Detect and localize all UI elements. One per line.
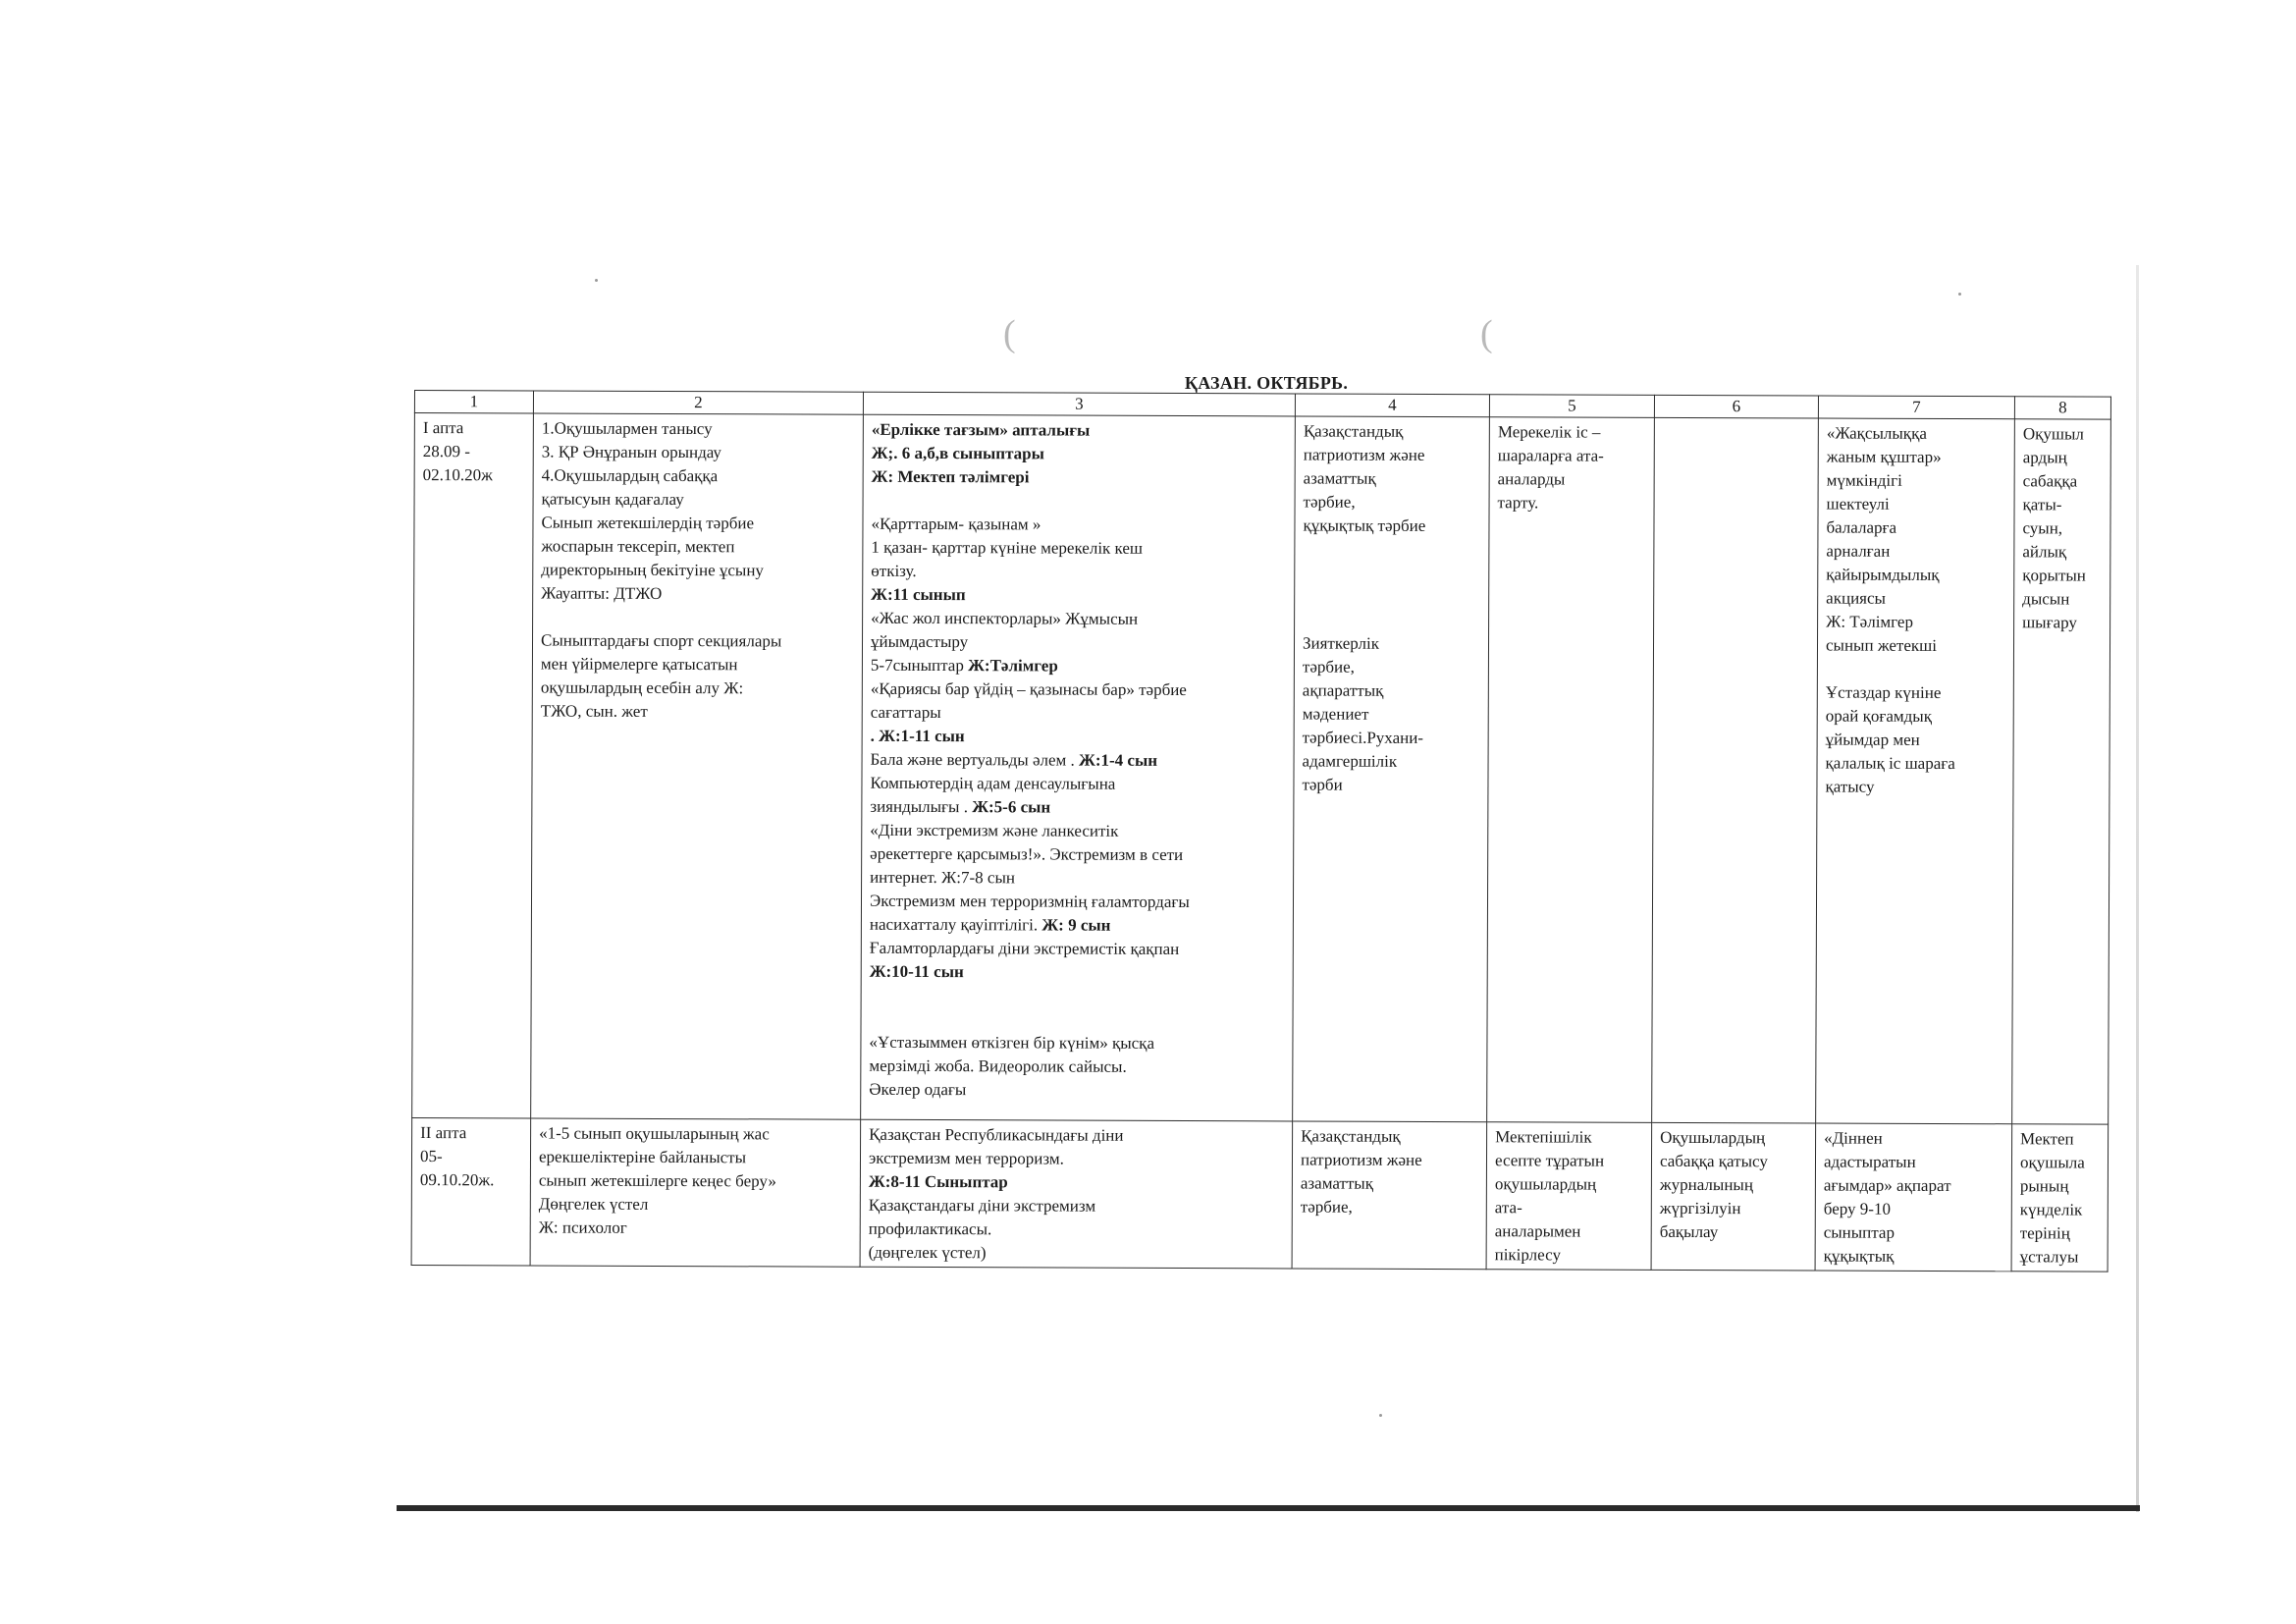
cell-line bbox=[871, 654, 1287, 679]
cell-line: 3. ҚР Әнұранын орындау bbox=[541, 442, 721, 462]
cell-line: Жауапты: ДТЖО bbox=[541, 583, 663, 603]
cell-line: тәрбие, bbox=[1302, 657, 1355, 677]
cell-line: ұйымдастыру bbox=[870, 631, 969, 652]
cell-line: Зияткерлік bbox=[1302, 633, 1380, 653]
cell-line: Қазақстандық bbox=[1303, 421, 1404, 441]
cell-line: Қазақстан Республикасындағы діни bbox=[869, 1124, 1124, 1145]
cell-line: қалалық іс шараға bbox=[1825, 753, 1955, 774]
cell-text-bold: Ж:Тәлімгер bbox=[968, 656, 1058, 676]
cell-line: жаным құштар» bbox=[1826, 447, 1942, 466]
period-text: 09.10.20ж. bbox=[419, 1170, 495, 1190]
cell-line: «Діннен bbox=[1824, 1128, 1883, 1148]
cell-line: қайырымдылық bbox=[1826, 565, 1940, 584]
cell-line: ақпараттық bbox=[1302, 680, 1384, 700]
column-header: 5 bbox=[1489, 395, 1654, 418]
cell-line: тәрбие, bbox=[1300, 1197, 1353, 1217]
cell-line: Қазақстандағы діни экстремизм bbox=[868, 1195, 1096, 1216]
week1-col8-cell bbox=[2012, 419, 2111, 1124]
cell-line: патриотизм және bbox=[1303, 445, 1425, 464]
week2-col6-cell bbox=[1651, 1122, 1816, 1271]
cell-line: журналының bbox=[1659, 1174, 1753, 1195]
cell-line: ардың bbox=[2022, 448, 2067, 467]
cell-line: азаматтық bbox=[1300, 1173, 1374, 1193]
document-title: ҚАЗАН. ОКТЯБРЬ. bbox=[1184, 373, 1349, 393]
cell-line: Ж: Мектеп тәлімгері bbox=[871, 466, 1030, 487]
cell-line: Мектеп bbox=[2020, 1129, 2074, 1149]
cell-line: тәрби bbox=[1302, 775, 1343, 794]
cell-text-bold: Ж: 9 сын bbox=[1041, 915, 1111, 935]
period-text: 05- bbox=[419, 1147, 443, 1166]
cell-line: жоспарын тексеріп, мектеп bbox=[541, 536, 735, 557]
table-row-week2 bbox=[411, 1117, 2109, 1272]
cell-line: бақылау bbox=[1659, 1221, 1719, 1242]
cell-text: насихатталу қауіптілігі. bbox=[869, 914, 1042, 935]
column-header: 8 bbox=[2014, 397, 2110, 419]
cell-text: 5-7сыныптар bbox=[870, 655, 969, 676]
cell-line: азаматтық bbox=[1303, 468, 1376, 488]
cell-line: тарту. bbox=[1497, 493, 1539, 513]
cell-line: акциясы bbox=[1826, 588, 1887, 608]
scan-edge-bottom bbox=[397, 1505, 2140, 1511]
cell-line: Ж: Тәлімгер bbox=[1826, 612, 1914, 631]
cell-line: құқықтық bbox=[1823, 1246, 1895, 1266]
cell-line: 1.Оқушылармен танысу bbox=[541, 418, 713, 439]
column-header: 1 bbox=[414, 391, 533, 413]
week1-col2-cell bbox=[531, 413, 864, 1119]
cell-line: қаты- bbox=[2022, 495, 2062, 514]
cell-line: Ғаламторлардағы діни экстремистік қақпан bbox=[869, 938, 1180, 958]
cell-line: ұйымдар мен bbox=[1825, 730, 1920, 749]
week1-col3-cell bbox=[861, 414, 1296, 1121]
cell-line: шығару bbox=[2022, 613, 2077, 632]
cell-line: Ж: психолог bbox=[538, 1218, 627, 1237]
cell-line: . Ж:1-11 сын bbox=[870, 726, 965, 746]
cell-line: интернет. Ж:7-8 сын bbox=[870, 867, 1016, 888]
cell-line: балаларға bbox=[1826, 517, 1897, 537]
scan-mark: ( bbox=[1003, 313, 1016, 354]
cell-line: дысын bbox=[2022, 589, 2070, 609]
cell-line: сынып жетекші bbox=[1825, 635, 1938, 655]
cell-line: «1-5 сынып оқушыларының жас bbox=[539, 1123, 770, 1144]
cell-line: Ұстаздар күніне bbox=[1825, 682, 1942, 702]
cell-line: орай қоғамдық bbox=[1825, 706, 1933, 726]
cell-line: қатысуын қадағалау bbox=[541, 489, 684, 510]
cell-line: Әкелер одағы bbox=[869, 1079, 967, 1100]
period-text: 28.09 - bbox=[422, 442, 470, 461]
cell-line: мүмкіндігі bbox=[1826, 470, 1902, 490]
cell-line: Оқушылардың bbox=[1660, 1127, 1766, 1148]
scan-speck bbox=[1958, 293, 1961, 296]
spacer bbox=[872, 489, 1288, 514]
cell-line: оқушылардың есебін алу Ж: bbox=[540, 677, 744, 698]
week2-col3-cell bbox=[860, 1119, 1293, 1269]
column-header: 4 bbox=[1295, 394, 1489, 417]
cell-text: зияндылығы . bbox=[870, 796, 973, 817]
week1-period-cell bbox=[412, 413, 534, 1118]
cell-line: мәдениет bbox=[1302, 704, 1369, 724]
cell-line: ата- bbox=[1494, 1198, 1522, 1218]
cell-line: ұсталуы bbox=[2019, 1247, 2079, 1267]
period-text: ІІ апта bbox=[420, 1123, 467, 1143]
week1-col7-cell bbox=[1816, 418, 2015, 1124]
cell-line: «Ұстазыммен өткізген бір күнім» қысқа bbox=[869, 1032, 1155, 1053]
week1-col5-cell bbox=[1487, 417, 1655, 1123]
week2-col4-cell bbox=[1292, 1121, 1487, 1270]
cell-line: пікірлесу bbox=[1494, 1245, 1562, 1265]
cell-line: қатысу bbox=[1825, 777, 1875, 796]
cell-line: айлық bbox=[2022, 542, 2067, 562]
cell-line: терінің bbox=[2019, 1223, 2070, 1243]
scan-speck bbox=[1379, 1414, 1382, 1417]
week2-col7-cell bbox=[1815, 1123, 2012, 1272]
cell-line: 1 қазан- қарттар күніне мерекелік кеш bbox=[871, 537, 1144, 558]
cell-line: патриотизм және bbox=[1300, 1150, 1422, 1169]
period-text: 02.10.20ж bbox=[422, 465, 493, 485]
week2-col2-cell bbox=[530, 1118, 861, 1267]
cell-line: Ж;. 6 а,б,в сыныптары bbox=[871, 443, 1044, 463]
cell-line: өткізу. bbox=[871, 561, 917, 580]
week1-col4-cell bbox=[1293, 416, 1490, 1122]
spacer bbox=[1303, 537, 1481, 632]
cell-line: рының bbox=[2019, 1176, 2069, 1196]
period-text: І апта bbox=[422, 418, 464, 438]
cell-line: оқушылардың bbox=[1494, 1174, 1597, 1194]
cell-line: Дөңгелек үстел bbox=[538, 1194, 649, 1214]
cell-line: Мерекелік іс – bbox=[1497, 422, 1601, 442]
cell-line: (дөңгелек үстел) bbox=[868, 1242, 987, 1263]
cell-line: экстремизм мен терроризм. bbox=[868, 1148, 1064, 1168]
cell-text-bold: Ж:1-4 сын bbox=[1079, 750, 1158, 770]
cell-line: мен үйірмелерге қатысатын bbox=[540, 654, 738, 675]
spacer bbox=[869, 984, 1285, 1033]
cell-line: Экстремизм мен терроризмнің ғаламтордағы bbox=[869, 891, 1190, 912]
column-header: 2 bbox=[533, 391, 863, 414]
cell-line: Ж:8-11 Сыныптар bbox=[868, 1171, 1008, 1192]
cell-line: ТЖО, сын. жет bbox=[540, 701, 648, 721]
column-header: 6 bbox=[1654, 395, 1818, 418]
cell-line: сыныптар bbox=[1823, 1222, 1896, 1242]
cell-line: сабаққа bbox=[2022, 471, 2078, 491]
plan-table bbox=[411, 390, 2111, 1272]
cell-line: Ж:11 сынып bbox=[871, 584, 966, 605]
table-row-week1 bbox=[412, 413, 2111, 1125]
cell-line: әрекеттерге қарсымыз!». Экстремизм в сети bbox=[870, 843, 1184, 865]
cell-line: Ж:10-11 сын bbox=[869, 961, 964, 982]
cell-line: «Жас жол инспекторлары» Жұмысын bbox=[871, 608, 1139, 628]
cell-line: Мектепішілік bbox=[1495, 1127, 1592, 1147]
cell-line: Оқушыл bbox=[2022, 424, 2084, 444]
spacer bbox=[541, 605, 855, 629]
cell-line: «Қариясы бар үйдің – қазынасы бар» тәрбие bbox=[870, 678, 1187, 700]
cell-line: есепте тұратын bbox=[1494, 1151, 1605, 1170]
cell-text-bold: Ж:5-6 сын bbox=[972, 797, 1051, 817]
scan-mark: ( bbox=[1480, 313, 1493, 354]
cell-line: Сынып жетекшілердің тәрбие bbox=[541, 513, 755, 533]
cell-line bbox=[871, 748, 1287, 774]
cell-line: «Жақсылыққа bbox=[1826, 423, 1927, 443]
cell-line: Компьютердің адам денсаулығына bbox=[870, 773, 1116, 793]
spacer bbox=[1826, 658, 2006, 682]
cell-line: аналарымен bbox=[1494, 1221, 1581, 1241]
cell-line: «Ерлікке тағзым» апталығы bbox=[871, 419, 1091, 440]
cell-line: тәрбиесі.Рухани- bbox=[1302, 728, 1424, 747]
cell-line: 4.Оқушылардың сабаққа bbox=[541, 465, 719, 486]
week2-period-cell bbox=[411, 1117, 531, 1265]
cell-line: суын, bbox=[2022, 518, 2063, 538]
cell-line: адамгершілік bbox=[1302, 751, 1398, 771]
cell-line bbox=[870, 913, 1286, 939]
week2-col8-cell bbox=[2011, 1124, 2109, 1272]
cell-line: адастыратын bbox=[1823, 1152, 1916, 1171]
cell-line: сағаттары bbox=[870, 702, 941, 723]
cell-line: қорытын bbox=[2022, 566, 2086, 585]
cell-line: тәрбие, bbox=[1303, 492, 1356, 512]
cell-line: арналған bbox=[1826, 541, 1891, 561]
cell-line: күнделік bbox=[2019, 1200, 2083, 1219]
cell-line: құқықтық тәрбие bbox=[1303, 515, 1426, 535]
cell-line: сабаққа қатысу bbox=[1659, 1151, 1768, 1171]
cell-line: оқушыла bbox=[2019, 1153, 2085, 1172]
cell-text: Бала және вертуальды әлем . bbox=[870, 749, 1080, 770]
scan-speck bbox=[595, 279, 598, 282]
cell-line: Сыныптардағы спорт секциялары bbox=[540, 630, 782, 651]
cell-line: ерекшеліктеріне байланысты bbox=[538, 1147, 747, 1167]
cell-line: беру 9-10 bbox=[1823, 1199, 1892, 1218]
cell-line: директорының бекітуіне ұсыну bbox=[541, 560, 765, 580]
cell-line: шараларға ата- bbox=[1497, 446, 1604, 465]
week1-col6-cell bbox=[1652, 417, 1819, 1123]
cell-line: Қазақстандық bbox=[1301, 1126, 1401, 1146]
column-header: 3 bbox=[863, 392, 1295, 416]
cell-line bbox=[870, 795, 1286, 821]
cell-line: профилактикасы. bbox=[868, 1218, 992, 1239]
cell-line: ағымдар» ақпарат bbox=[1823, 1175, 1951, 1196]
cell-line: сынып жетекшілерге кеңес беру» bbox=[538, 1170, 776, 1191]
cell-line: мерзімді жоба. Видеоролик сайысы. bbox=[869, 1056, 1127, 1076]
week2-col5-cell bbox=[1486, 1122, 1652, 1271]
cell-line: жүргізілуін bbox=[1659, 1198, 1741, 1218]
cell-line: шектеулі bbox=[1826, 494, 1890, 514]
cell-line: аналарды bbox=[1497, 469, 1566, 489]
column-header: 7 bbox=[1818, 396, 2014, 419]
scan-edge-right bbox=[2136, 265, 2139, 1512]
cell-line: «Діни экстремизм және ланкеситік bbox=[870, 820, 1119, 840]
cell-line: «Қарттарым- қазынам » bbox=[871, 514, 1041, 534]
